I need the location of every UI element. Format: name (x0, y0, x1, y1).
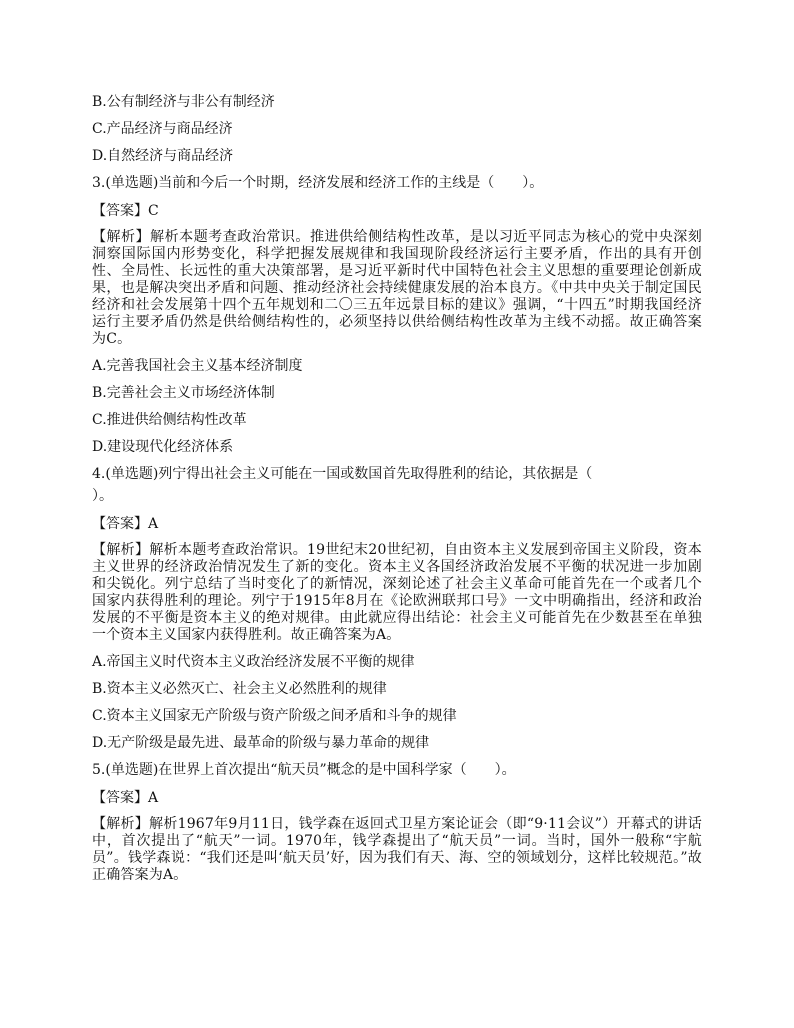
analysis-text: 解析1967年9月11日，钱学森在返回式卫星方案论证会（即“9·11会议”）开幕式的讲话中，首次提出了“航天”一词。1970年，钱学森提出了“航天员”一词。当时，国外一般称“宇航员”。钱学森说：“我们还是叫‘航天员’好，因为我们有天、海、空的领域划分，这样比较规范。”故正确答案为A。 (92, 816, 702, 883)
option-b: B.资本主义必然灭亡、社会主义必然胜利的规律 (92, 681, 387, 697)
analysis-label: 【解析】 (92, 229, 151, 245)
question-3 (92, 173, 702, 457)
option-a: A.完善我国社会主义基本经济制度 (92, 358, 303, 374)
analysis-label: 【解析】 (92, 816, 150, 832)
option-c: C.推进供给侧结构性改革 (92, 412, 247, 428)
question-text: 4.(单选题)列宁得出社会主义可能在一国或数国首先取得胜利的结论，其依据是（ (92, 466, 593, 482)
analysis-paragraph (92, 542, 702, 644)
analysis-text: 解析本题考查政治常识。19世纪末20世纪初，自由资本主义发展到帝国主义阶段，资本主义世界的经济政治情况发生了新的变化。资本主义各国经济政治发展不平衡的状况进一步加剧和尖锐化。列宁总结了当时变化了的新情况，深刻论述了社会主义革命可能首先在一个或者几个国家内获得胜利的理论。列宁于1915年8月在《论欧洲联邦口号》一文中明确指出，经济和政治发展的不平衡是资本主义的绝对规律。由此就应得出结论：社会主义可能首先在少数甚至在单独一个资本主义国家内获得胜利。故正确答案为A。 (92, 542, 702, 643)
analysis-paragraph (92, 229, 702, 348)
option-b: B.公有制经济与非公有制经济 (92, 94, 275, 110)
option-d: D.自然经济与商品经济 (92, 148, 234, 164)
option-c: C.资本主义国家无产阶级与资产阶级之间矛盾和斗争的规律 (92, 708, 457, 724)
question-4 (92, 464, 702, 753)
option-a: A.帝国主义时代资本主义政治经济发展不平衡的规律 (92, 654, 415, 670)
question-5 (92, 760, 702, 884)
option-c: C.产品经济与商品经济 (92, 121, 233, 137)
option-d: D.建设现代化经济体系 (92, 439, 234, 455)
question-text: 3.(单选题)当前和今后一个时期，经济发展和经济工作的主线是（ ）。 (92, 175, 544, 191)
option-d: D.无产阶级是最先进、最革命的阶级与暴力革命的规律 (92, 735, 430, 751)
question-text: 5.(单选题)在世界上首次提出“航天员”概念的是中国科学家（ ）。 (92, 762, 516, 778)
option-b: B.完善社会主义市场经济体制 (92, 385, 275, 401)
analysis-text: 解析本题考查政治常识。推进供给侧结构性改革，是以习近平同志为核心的党中央深刻洞察国际国内形势变化，科学把握发展规律和我国现阶段经济运行主要矛盾，作出的具有开创性、全局性、长远性的重大决策部署，是习近平新时代中国特色社会主义思想的重要理论创新成果，也是解决突出矛盾和问题、推动经济社会持续健康发展的治本良方。《中共中央关于制定国民经济和社会发展第十四个五年规划和二〇三五年远景目标的建议》强调，“十四五”时期我国经济运行主要矛盾仍然是供给侧结构性的，必须坚持以供给侧结构性改革为主线不动摇。故正确答案为C。 (92, 229, 702, 347)
analysis-label: 【解析】 (92, 542, 150, 558)
document-page (92, 92, 702, 892)
question-text-cont: ）。 (92, 488, 113, 504)
answer-line: 【答案】C (92, 203, 159, 219)
analysis-paragraph (92, 816, 702, 884)
answer-line: 【答案】A (92, 790, 159, 806)
answer-line: 【答案】A (92, 516, 159, 532)
